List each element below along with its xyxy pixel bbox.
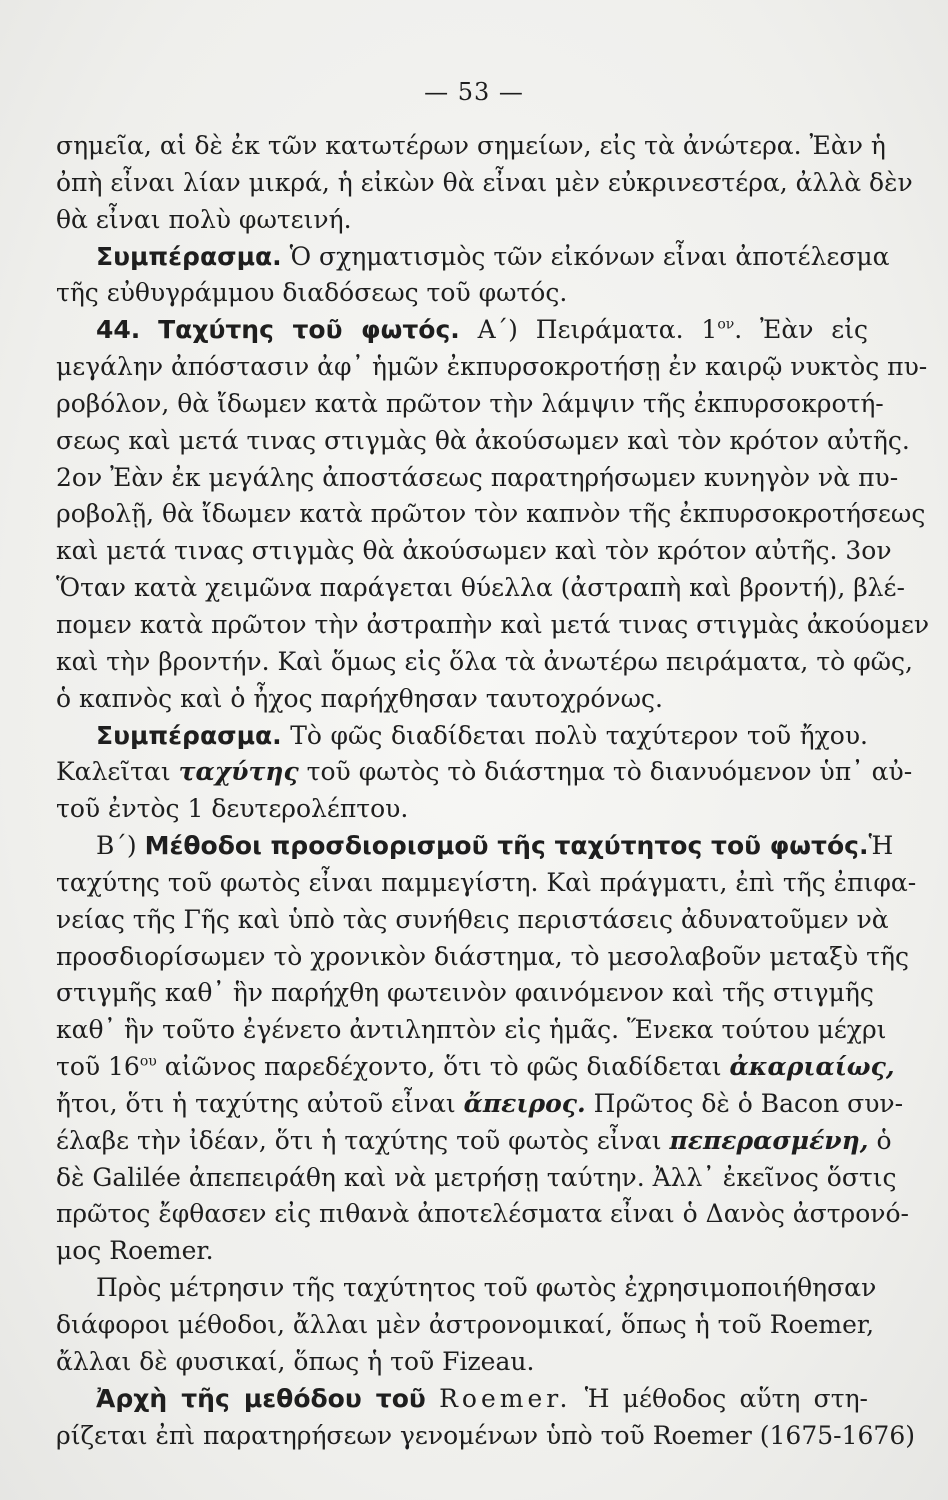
name-spaced: Roemer.	[439, 1383, 572, 1413]
text-line: σημεῖα, αἱ δὲ ἐκ τῶν κατωτέρων σημείων, εἰς τὰ ἀνώτερα. Ἐὰν ἡ	[56, 131, 886, 160]
emphasized-term: ἄπειρος.	[463, 1088, 586, 1118]
paragraph	[56, 128, 913, 239]
text-run: έλαβε τὴν ἰδέαν, ὅτι ἡ ταχύτης τοῦ φωτὸς εἶναι	[56, 1125, 662, 1155]
text-line: καὶ τὴν βροντήν. Καὶ ὅμως εἰς ὅλα τὰ ἀνωτέρω πειράματα, τὸ φῶς,	[56, 646, 913, 676]
subsection-heading-line	[56, 828, 894, 865]
conclusion-heading: Συμπέρασμα.	[96, 720, 282, 750]
ordinal-suffix: ον	[717, 316, 735, 333]
text-run: τοῦ 16	[56, 1052, 140, 1082]
text-line: ἄλλαι δὲ φυσικαί, ὅπως ἡ τοῦ Fizeau.	[56, 1346, 535, 1376]
text-line: ρίζεται ἐπὶ παρατηρήσεων γενομένων ὑπὸ τοῦ Roemer (1675-1676)	[56, 1420, 915, 1450]
text-run: Ἡ	[868, 831, 894, 861]
text-run: ὁ	[876, 1125, 892, 1155]
paragraph-section	[56, 312, 930, 717]
text-line	[56, 1123, 892, 1160]
text-run: αἰῶνος παρεδέχοντο, ὅτι τὸ φῶς διαδίδεται	[164, 1052, 722, 1082]
text-run: Πρῶτος δὲ ὁ Bacon συν-	[593, 1088, 904, 1118]
text-line	[56, 718, 868, 755]
page-number: — 53 —	[424, 78, 524, 106]
subsection-letter: Β΄)	[96, 831, 137, 861]
text-line: πομεν κατὰ πρῶτον τὴν ἀστραπὴν καὶ μετά τινας στιγμὰς ἀκούομεν	[56, 609, 930, 639]
text-line	[56, 1086, 904, 1123]
emphasized-term: πεπερασμένη,	[669, 1125, 869, 1155]
text-run: . Ἐὰν εἰς	[734, 315, 869, 345]
section-number: 44.	[96, 315, 141, 345]
text-line: καθ᾿ ἣν τοῦτο ἐγένετο ἀντιληπτὸν εἰς ἡμᾶς. Ἕνεκα τούτου μέχρι	[56, 1015, 887, 1045]
paragraph	[56, 1270, 877, 1381]
text-line: ροβόλον, θὰ ἴδωμεν κατὰ πρῶτον τὴν λάμψιν τῆς ἐκπυρσοκροτή-	[56, 388, 884, 418]
text-line: τῆς εὐθυγράμμου διαδόσεως τοῦ φωτός.	[56, 278, 568, 308]
ordinal-suffix: ου	[139, 1053, 157, 1070]
subsection-heading-line	[56, 1381, 868, 1418]
text-line: καὶ μετά τινας στιγμὰς θὰ ἀκούσωμεν καὶ τὸν κρότον αὐτῆς. 3ον	[56, 536, 892, 566]
text-line: δὲ Galilée ἀπεπειράθη καὶ νὰ μετρήσῃ ταύτην. Ἀλλ᾿ ἐκεῖνος ὅστις	[56, 1162, 897, 1192]
text-run: Α΄) Πειράματα. 1	[477, 315, 718, 345]
text-line: ροβολῇ, θὰ ἴδωμεν κατὰ πρῶτον τὸν καπνὸν τῆς ἐκπυρσοκροτήσεως	[56, 499, 926, 529]
defined-term: ταχύτης	[178, 757, 299, 787]
text-line: τοῦ ἐντὸς 1 δευτερολέπτου.	[56, 794, 409, 824]
subsection-title: Μέθοδοι προσδιορισμοῦ τῆς ταχύτητος τοῦ φωτός.	[144, 831, 869, 861]
paragraph-methods	[56, 828, 917, 1270]
paragraph-roemer	[56, 1381, 915, 1455]
text-run: Ὁ σχηματισμὸς τῶν εἰκόνων εἶναι ἀποτέλεσμα	[289, 241, 890, 271]
text-line: σεως καὶ μετά τινας στιγμὰς θὰ ἀκούσωμεν καὶ τὸν κρότον αὐτῆς.	[56, 425, 910, 455]
text-line: θὰ εἶναι πολὺ φωτεινή.	[56, 204, 352, 234]
paragraph-conclusion	[56, 239, 890, 313]
subsection-title: Ἀρχὴ τῆς μεθόδου τοῦ	[96, 1383, 426, 1413]
text-line: στιγμῆς καθ᾿ ἣν παρήχθη φωτεινὸν φαινόμενον καὶ τῆς στιγμῆς	[56, 978, 874, 1008]
section-heading-line	[56, 312, 868, 349]
body-text	[56, 128, 930, 1454]
text-line: Πρὸς μέτρησιν τῆς ταχύτητος τοῦ φωτὸς ἐχρησιμοποιήθησαν	[96, 1273, 877, 1303]
text-line: μεγάλην ἀπόστασιν ἀφ᾿ ἡμῶν ἐκπυρσοκροτήσῃ ἐν καιρῷ νυκτὸς πυ-	[56, 352, 928, 382]
text-run: Ἡ μέθοδος αὕτη στη-	[584, 1383, 869, 1413]
text-line: ὁ καπνὸς καὶ ὁ ἦχος παρήχθησαν ταυτοχρόνως.	[56, 683, 663, 713]
text-line: 2ον Ἐὰν ἐκ μεγάλης ἀποστάσεως παρατηρήσωμεν κυνηγὸν νὰ πυ-	[56, 462, 899, 492]
emphasized-term: ἀκαριαίως,	[729, 1052, 895, 1082]
text-line	[56, 1049, 895, 1086]
text-line	[56, 239, 890, 276]
text-run: Τὸ φῶς διαδίδεται πολὺ ταχύτερον τοῦ ἤχου.	[290, 720, 868, 750]
text-line: ὀπὴ εἶναι λίαν μικρά, ἡ εἰκὼν θὰ εἶναι μὲν εὐκρινεστέρα, ἀλλὰ δὲν	[56, 167, 913, 197]
text-line: προσδιορίσωμεν τὸ χρονικὸν διάστημα, τὸ μεσολαβοῦν μεταξὺ τῆς	[56, 941, 909, 971]
paragraph-conclusion	[56, 718, 913, 829]
text-line: μος Roemer.	[56, 1236, 214, 1266]
text-run: Καλεῖται	[56, 757, 171, 787]
text-line: Ὅταν κατὰ χειμῶνα παράγεται θύελλα (ἀστραπὴ καὶ βροντή), βλέ-	[56, 573, 905, 603]
text-line: νείας τῆς Γῆς καὶ ὑπὸ τὰς συνήθεις περιστάσεις ἀδυνατοῦμεν νὰ	[56, 904, 889, 934]
section-title: Ταχύτης τοῦ φωτός.	[158, 315, 460, 345]
text-run: ἤτοι, ὅτι ἡ ταχύτης αὐτοῦ εἶναι	[56, 1088, 456, 1118]
text-line	[56, 754, 913, 791]
text-line: πρῶτος ἔφθασεν εἰς πιθανὰ ἀποτελέσματα εἶναι ὁ Δανὸς ἀστρονό-	[56, 1199, 909, 1229]
text-run: τοῦ φωτὸς τὸ διάστημα τὸ διανυόμενον ὑπ᾿ αὐ-	[306, 757, 913, 787]
text-line: ταχύτης τοῦ φωτὸς εἶναι παμμεγίστη. Καὶ πράγματι, ἐπὶ τῆς ἐπιφα-	[56, 867, 917, 897]
text-line: διάφοροι μέθοδοι, ἄλλαι μὲν ἀστρονομικαί, ὅπως ἡ τοῦ Roemer,	[56, 1310, 875, 1339]
conclusion-heading: Συμπέρασμα.	[96, 241, 282, 271]
